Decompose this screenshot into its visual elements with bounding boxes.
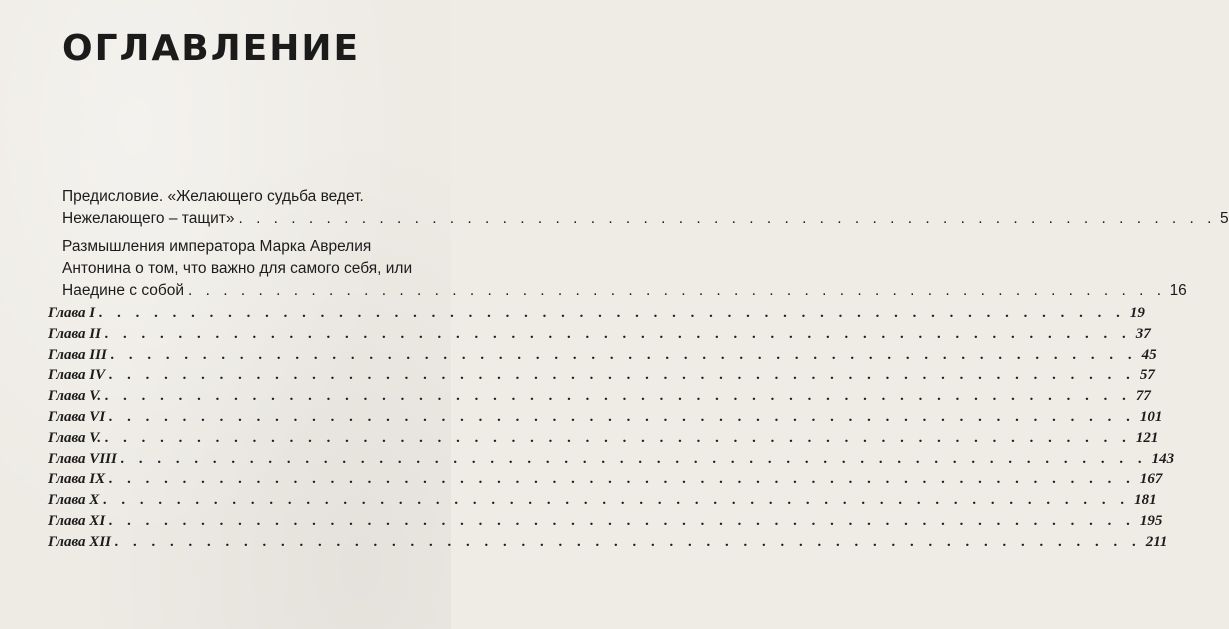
chapter-label: Глава VIII <box>48 450 117 467</box>
chapter-label: Глава II <box>48 325 101 342</box>
chapter-page: 37 <box>1135 325 1151 342</box>
chapter-page: 19 <box>1129 305 1145 321</box>
toc-entry-meditations <box>62 280 1187 302</box>
chapter-row <box>48 532 1168 553</box>
chapter-row <box>48 303 1145 324</box>
chapter-label: Глава III <box>48 346 107 363</box>
toc-main-entries <box>62 186 1229 302</box>
chapter-row <box>48 345 1157 366</box>
dot-leader: . . . . . . . . . . . . . . . . . . . . . . . . . . . . . . . . . . . . . . . . . . . . . . . . . . . . . . . . <box>109 512 1136 529</box>
toc-entry-preface-page: 5 <box>1219 210 1229 227</box>
chapter-list <box>48 303 1175 553</box>
chapter-page: 211 <box>1145 533 1168 550</box>
toc-entry-preface-line1: Предисловие. «Желающего судьба ведет. <box>62 188 364 205</box>
dot-leader: . . . . . . . . . . . . . . . . . . . . . . . . . . . . . . . . . . . . . . . . . . . . . . . . . . . . . . . . <box>238 210 1216 227</box>
chapter-row <box>48 407 1163 428</box>
chapter-row <box>48 449 1175 470</box>
chapter-page: 143 <box>1151 450 1175 467</box>
chapter-page: 77 <box>1135 388 1151 405</box>
chapter-page: 45 <box>1141 346 1157 363</box>
chapter-row <box>48 490 1157 511</box>
chapter-row <box>48 365 1155 386</box>
chapter-label: Глава XII <box>48 533 111 550</box>
chapter-row <box>48 428 1159 449</box>
chapter-page: 195 <box>1139 512 1163 529</box>
toc-entry-meditations-line1: Размышления императора Марка Аврелия <box>62 238 372 255</box>
chapter-row <box>48 469 1163 490</box>
chapter-page: 167 <box>1139 471 1163 488</box>
chapter-page: 101 <box>1139 408 1163 425</box>
dot-leader: . . . . . . . . . . . . . . . . . . . . . . . . . . . . . . . . . . . . . . . . . . . . . . . . . . . . . . . . <box>120 450 1148 467</box>
chapter-label: Глава IX <box>48 471 106 488</box>
dot-leader: . . . . . . . . . . . . . . . . . . . . . . . . . . . . . . . . . . . . . . . . . . . . . . . . . . . . . . . . <box>110 346 1138 363</box>
dot-leader: . . . . . . . . . . . . . . . . . . . . . . . . . . . . . . . . . . . . . . . . . . . . . . . . . . . . . . . . <box>188 282 1166 299</box>
chapter-row <box>48 324 1151 345</box>
chapter-label: Глава I <box>48 305 96 321</box>
dot-leader: . . . . . . . . . . . . . . . . . . . . . . . . . . . . . . . . . . . . . . . . . . . . . . . . . . . . . . . . <box>109 367 1136 384</box>
chapter-label: Глава V. <box>48 388 102 405</box>
dot-leader: . . . . . . . . . . . . . . . . . . . . . . . . . . . . . . . . . . . . . . . . . . . . . . . . . . . . . . . . <box>105 429 1132 446</box>
toc-entry-preface-line2: Нежелающего – тащит» <box>62 210 235 227</box>
dot-leader: . . . . . . . . . . . . . . . . . . . . . . . . . . . . . . . . . . . . . . . . . . . . . . . . . . . . . . . . <box>103 492 1131 509</box>
chapter-label: Глава IV <box>48 367 106 384</box>
chapter-page: 181 <box>1134 492 1157 509</box>
dot-leader: . . . . . . . . . . . . . . . . . . . . . . . . . . . . . . . . . . . . . . . . . . . . . . . . . . . . . . . . <box>109 471 1136 488</box>
chapter-label: Глава VI <box>48 408 106 425</box>
page-title: ОГЛАВЛЕНИЕ <box>62 28 361 69</box>
chapter-label: Глава X <box>48 492 100 509</box>
toc-entry-meditations-page: 16 <box>1169 282 1187 299</box>
toc-entry-preface <box>62 208 1229 230</box>
toc-entry-meditations-line2: Антонина о том, что важно для самого себя, или <box>62 260 413 277</box>
chapter-label: Глава V. <box>48 429 102 446</box>
dot-leader: . . . . . . . . . . . . . . . . . . . . . . . . . . . . . . . . . . . . . . . . . . . . . . . . . . . . . . . . <box>109 408 1136 425</box>
dot-leader: . . . . . . . . . . . . . . . . . . . . . . . . . . . . . . . . . . . . . . . . . . . . . . . . . . . . . . . . <box>99 305 1126 321</box>
chapter-row <box>48 511 1163 532</box>
dot-leader: . . . . . . . . . . . . . . . . . . . . . . . . . . . . . . . . . . . . . . . . . . . . . . . . . . . . . . . . <box>104 325 1132 342</box>
chapter-row <box>48 386 1151 407</box>
chapter-page: 121 <box>1135 429 1159 446</box>
chapter-page: 57 <box>1139 367 1155 384</box>
dot-leader: . . . . . . . . . . . . . . . . . . . . . . . . . . . . . . . . . . . . . . . . . . . . . . . . . . . . . . . . <box>115 533 1142 550</box>
chapter-label: Глава XI <box>48 512 106 529</box>
dot-leader: . . . . . . . . . . . . . . . . . . . . . . . . . . . . . . . . . . . . . . . . . . . . . . . . . . . . . . . . <box>105 388 1132 405</box>
toc-entry-meditations-line3: Наедине с собой <box>62 282 185 299</box>
